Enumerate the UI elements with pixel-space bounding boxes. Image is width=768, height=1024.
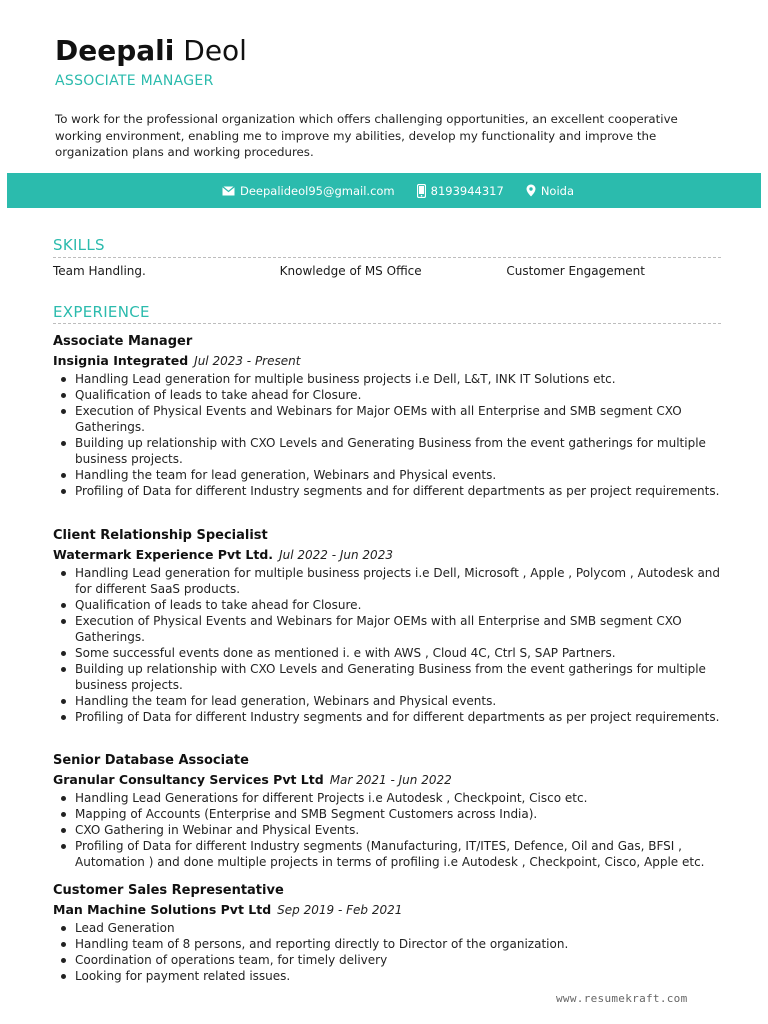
list-item: Mapping of Accounts (Enterprise and SMB Segment Customers across India). [53, 806, 733, 822]
map-pin-icon [526, 184, 536, 197]
contact-phone[interactable] [417, 184, 504, 198]
list-item: Building up relationship with CXO Levels and Generating Business from the event gatherings for multiple business projects. [53, 435, 733, 467]
list-item: Handling team of 8 persons, and reporting directly to Director of the organization. [53, 936, 733, 952]
list-item: Execution of Physical Events and Webinars for Major OEMs with all Enterprise and SMB segment CXO Gatherings. [53, 613, 733, 645]
contact-location [526, 184, 574, 198]
list-item: Lead Generation [53, 920, 733, 936]
list-item: Some successful events done as mentioned i. e with AWS , Cloud 4C, Ctrl S, SAP Partners. [53, 645, 733, 661]
skill-item: Customer Engagement [506, 264, 645, 278]
list-item: Execution of Physical Events and Webinars for Major OEMs with all Enterprise and SMB segment CXO Gatherings. [53, 403, 733, 435]
experience-entry [53, 527, 733, 725]
job-dates: Jul 2022 - Jun 2023 [279, 548, 393, 562]
skills-list [53, 264, 733, 278]
job-dates: Mar 2021 - Jun 2022 [329, 773, 452, 787]
skills-divider [53, 257, 721, 258]
resume-header [55, 34, 247, 89]
summary-text: To work for the professional organization which offers challenging opportunities, an excellent cooperative working environment, enabling me to improve my abilities, develop my functionality and improve the organization plans and working procedures. [55, 112, 678, 159]
skills-heading: SKILLS [53, 236, 105, 254]
job-dates: Jul 2023 - Present [194, 354, 301, 368]
job-title: Customer Sales Representative [53, 883, 284, 898]
experience-entry [53, 752, 733, 870]
list-item: Building up relationship with CXO Levels and Generating Business from the event gatherings for multiple business projects. [53, 661, 733, 693]
list-item: Coordination of operations team, for timely delivery [53, 952, 733, 968]
list-item: Handling the team for lead generation, Webinars and Physical events. [53, 693, 733, 709]
skill-item: Knowledge of MS Office [279, 264, 422, 278]
company-line [53, 546, 733, 564]
last-name: Deol [183, 34, 247, 67]
list-item: Qualification of leads to take ahead for Closure. [53, 387, 733, 403]
envelope-icon [222, 186, 235, 196]
company-line [53, 352, 733, 370]
phone-text: 8193944317 [430, 183, 504, 198]
list-item: Profiling of Data for different Industry segments and for different departments as per project requirements. [53, 709, 733, 725]
company-name: Insignia Integrated [53, 353, 189, 368]
list-item: Profiling of Data for different Industry segments (Manufacturing, IT/ITES, Defence, Oil and Gas, BFSI , Automation ) and done multiple projects in terms of profiling i.e Autodesk , Checkpoint, Cisco, Apple etc. [53, 838, 733, 870]
contact-bar [7, 173, 761, 208]
list-item: Handling Lead generation for multiple business projects i.e Dell, Microsoft , Apple , Polycom , Autodesk and for different SaaS products. [53, 565, 733, 597]
experience-entry [53, 882, 733, 984]
list-item: Handling Lead Generations for different Projects i.e Autodesk , Checkpoint, Cisco etc. [53, 790, 733, 806]
phone-icon [417, 184, 426, 198]
experience-entry [53, 333, 733, 499]
location-text: Noida [540, 183, 574, 198]
list-item: Profiling of Data for different Industry segments and for different departments as per project requirements. [53, 483, 733, 499]
footer-url[interactable]: www.resumekraft.com [556, 992, 688, 1005]
skill-item: Team Handling. [53, 264, 146, 278]
job-title: Senior Database Associate [53, 753, 249, 768]
list-item: Handling the team for lead generation, Webinars and Physical events. [53, 467, 733, 483]
first-name: Deepali [55, 34, 175, 67]
list-item: Qualification of leads to take ahead for Closure. [53, 597, 733, 613]
list-item: Handling Lead generation for multiple business projects i.e Dell, L&T, INK IT Solutions etc. [53, 371, 733, 387]
job-bullets [53, 790, 733, 870]
company-name: Man Machine Solutions Pvt Ltd [53, 902, 272, 917]
list-item: Looking for payment related issues. [53, 968, 733, 984]
candidate-name [55, 34, 247, 68]
list-item: CXO Gathering in Webinar and Physical Events. [53, 822, 733, 838]
company-line [53, 901, 733, 919]
job-bullets [53, 371, 733, 499]
experience-heading: EXPERIENCE [53, 303, 150, 321]
job-role: ASSOCIATE MANAGER [55, 73, 214, 89]
job-title: Associate Manager [53, 334, 193, 349]
company-name: Granular Consultancy Services Pvt Ltd [53, 772, 324, 787]
job-bullets [53, 920, 733, 984]
company-name: Watermark Experience Pvt Ltd. [53, 547, 274, 562]
contact-email[interactable] [222, 184, 395, 198]
company-line [53, 771, 733, 789]
experience-divider [53, 323, 721, 324]
job-title: Client Relationship Specialist [53, 528, 268, 543]
job-bullets [53, 565, 733, 725]
email-text: Deepalideol95@gmail.com [240, 183, 395, 198]
job-dates: Sep 2019 - Feb 2021 [277, 903, 403, 917]
